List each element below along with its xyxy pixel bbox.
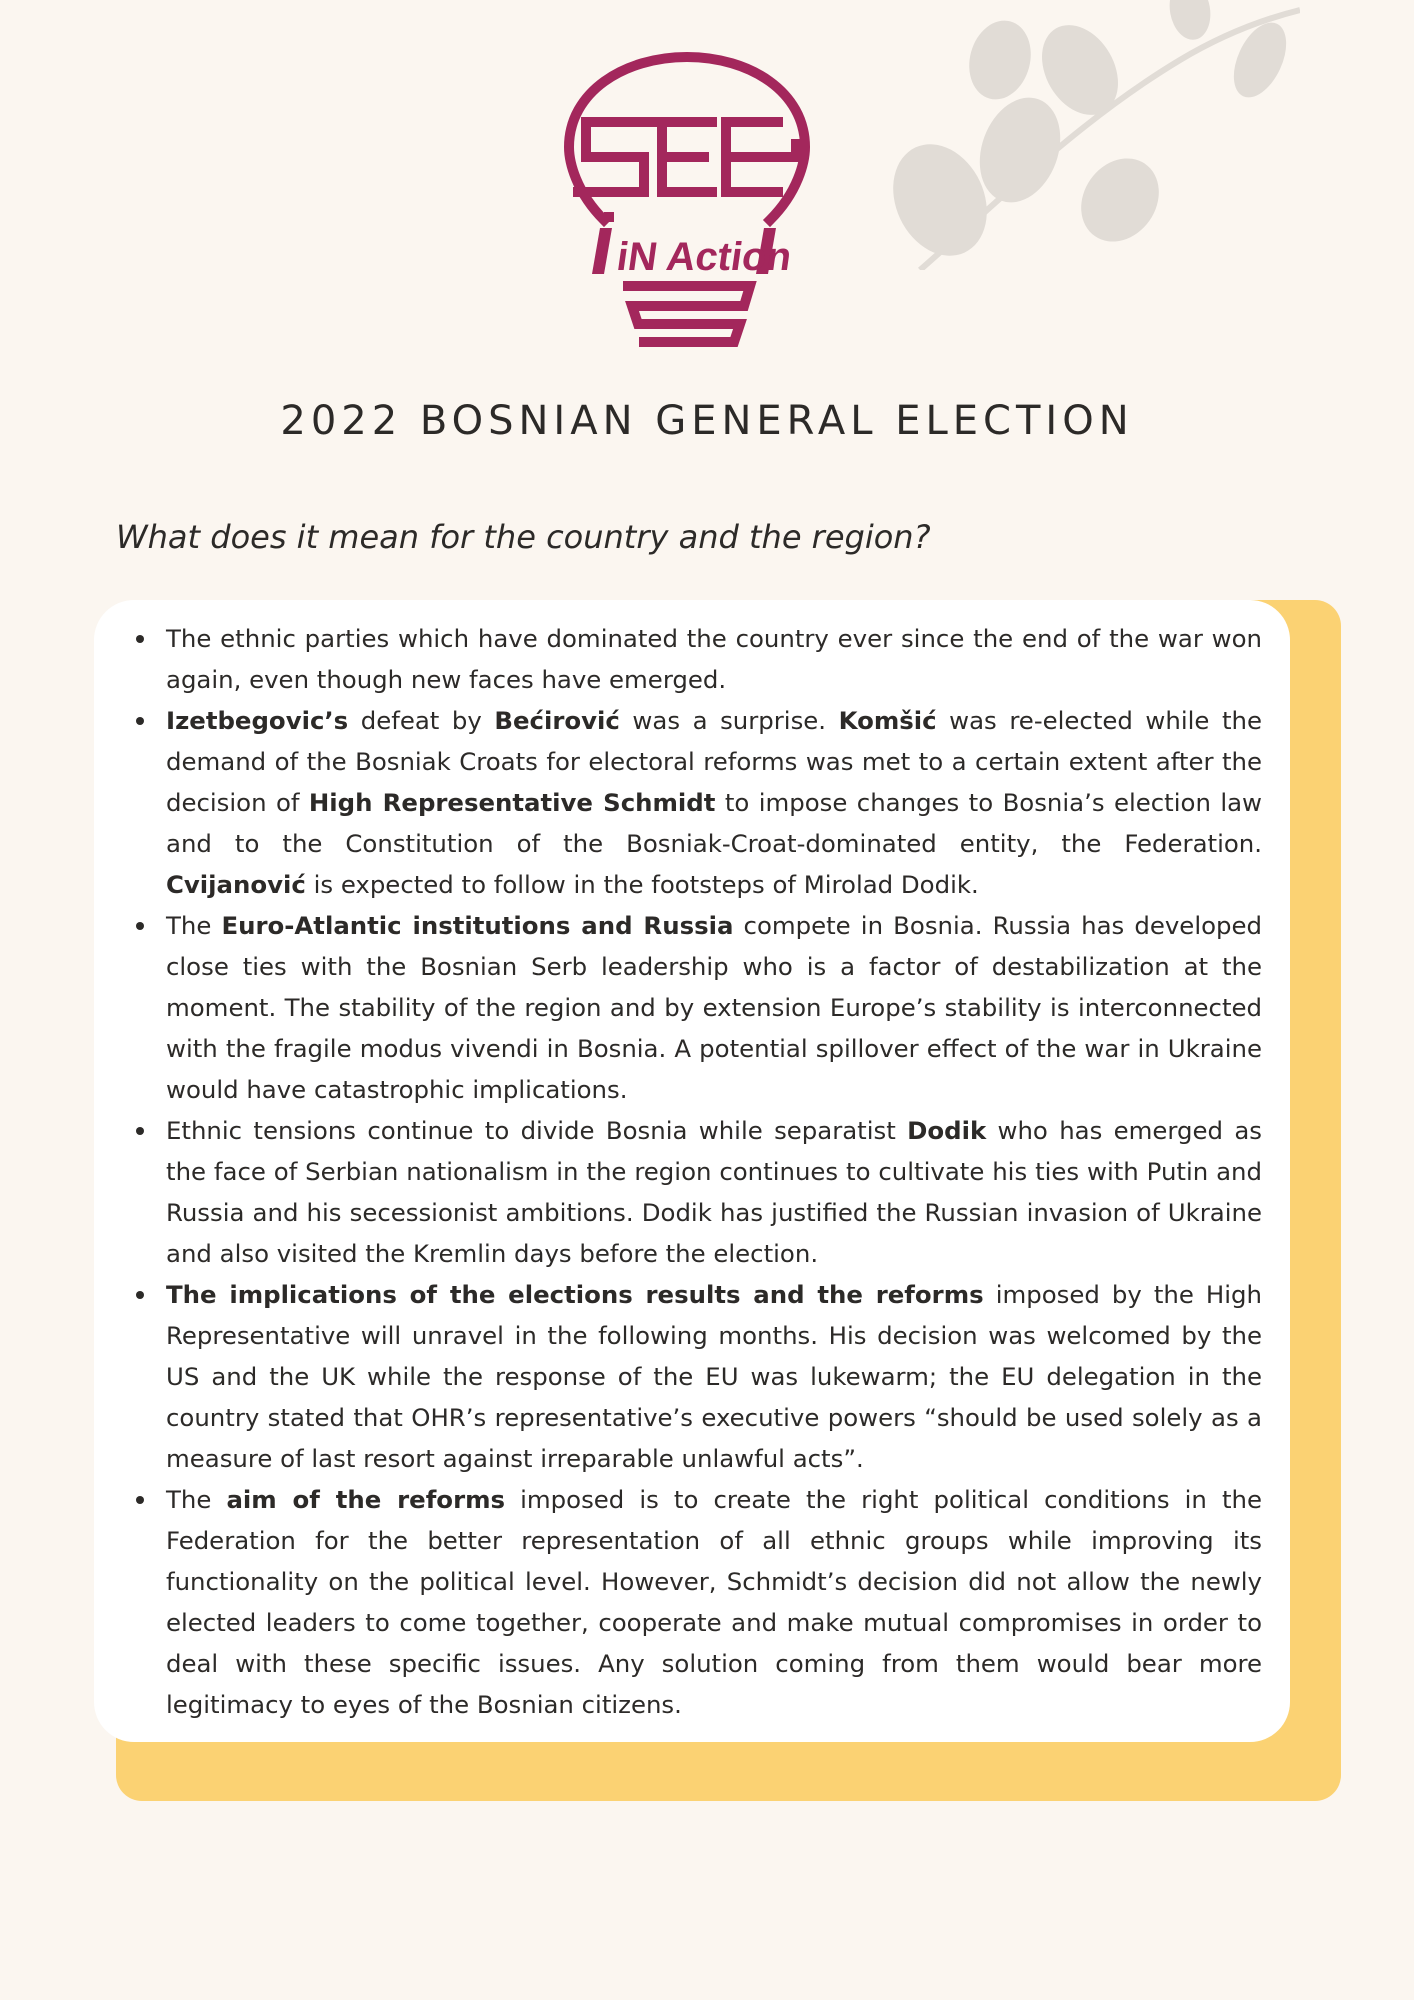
bullet-text: imposed is to create the right political conditions in the Federation for the better representation of all ethnic groups while improving its functionality on the political level. However, Schmidt’s decision did not allow the newly elected leaders to come together, cooperate and make mutual compromises in order to deal with these specific issues. Any solution coming from them would bear more legitimacy to eyes of the Bosnian citizens.: [166, 1485, 1262, 1719]
bullet-emphasis: Euro-Atlantic institutions and Russia: [221, 911, 734, 940]
bullet-item: [166, 618, 1262, 700]
bullet-text: defeat by: [348, 706, 495, 735]
page-title: 2022 BOSNIAN GENERAL ELECTION: [280, 398, 1134, 444]
bullet-text: The ethnic parties which have dominated the country ever since the end of the war won again, even though new faces have emerged.: [166, 624, 1262, 694]
bullet-list: [166, 618, 1262, 1725]
bullet-emphasis: aim of the reforms: [226, 1485, 506, 1514]
bullet-emphasis: Dodik: [907, 1116, 987, 1145]
bullet-text: Ethnic tensions continue to divide Bosnia while separatist: [166, 1116, 908, 1145]
leaf-shadow-decoration: [880, 0, 1300, 270]
bullet-text: compete in Bosnia. Russia has developed close ties with the Bosnian Serb leadership who is a factor of destabilization at the moment. The stability of the region and by extension Europe’s stability is interconnected with the fragile modus vivendi in Bosnia. A potential spillover effect of the war in Ukraine would have catastrophic implications.: [166, 911, 1262, 1104]
bullet-text: is expected to follow in the footsteps of Mirolad Dodik.: [305, 870, 979, 899]
page-subtitle: What does it mean for the country and the region?: [116, 518, 931, 556]
bullet-item: [166, 1274, 1262, 1479]
bullet-text: The: [166, 911, 222, 940]
bullet-emphasis: The implications of the elections results and the reforms: [166, 1280, 984, 1309]
bullet-emphasis: Cvijanović: [166, 870, 306, 899]
bullet-emphasis: Izetbegovic’s: [166, 706, 349, 735]
bullet-text: was a surprise.: [619, 706, 839, 735]
bullet-emphasis: High Representative Schmidt: [308, 788, 716, 817]
bullet-item: [166, 1479, 1262, 1725]
bullet-text: The: [166, 1485, 227, 1514]
bullet-text: was re-elected while the demand of the Bosniak Croats for electoral reforms was met to a certain extent after the decision of: [166, 706, 1262, 817]
bullet-item: [166, 700, 1262, 905]
see-in-action-logo: [564, 52, 810, 352]
bullet-item: [166, 1110, 1262, 1274]
bullet-text: to impose changes to Bosnia’s election law and to the Constitution of the Bosniak-Croat-dominated entity, the Federation.: [166, 788, 1262, 858]
bullet-text: who has emerged as the face of Serbian nationalism in the region continues to cultivate his ties with Putin and Russia and his secessionist ambitions. Dodik has justified the Russian invasion of Ukraine and also visited the Kremlin days before the election.: [166, 1116, 1262, 1268]
bullet-emphasis: Bećirović: [494, 706, 620, 735]
bullet-item: [166, 905, 1262, 1110]
logo-text: iN Action: [614, 234, 795, 279]
bullet-emphasis: Komšić: [838, 706, 937, 735]
bullet-text: imposed by the High Representative will unravel in the following months. His decision was welcomed by the US and the UK while the response of the EU was lukewarm; the EU delegation in the country stated that OHR’s representative’s executive powers “should be used solely as a measure of last resort against irreparable unlawful acts”.: [166, 1280, 1262, 1473]
